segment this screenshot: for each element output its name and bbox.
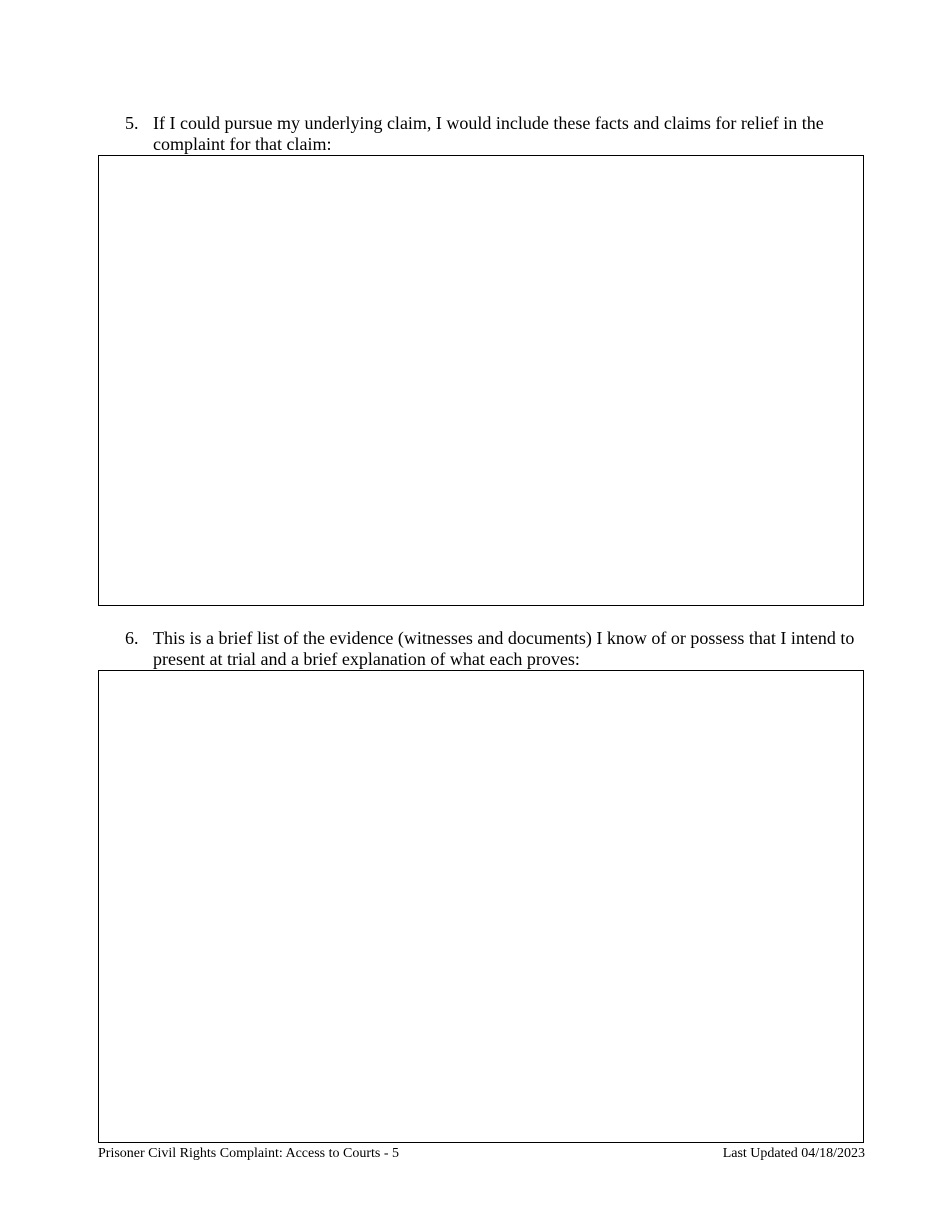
question-5 xyxy=(125,113,865,155)
question-6-number: 6. xyxy=(125,628,139,648)
footer-last-updated: Last Updated 04/18/2023 xyxy=(722,1146,865,1161)
answer-box-5[interactable] xyxy=(98,155,864,606)
question-6 xyxy=(125,628,865,670)
question-6-text: This is a brief list of the evidence (witnesses and documents) I know of or possess that I intend to present at trial and a brief explanation of what each proves: xyxy=(153,628,855,669)
footer-form-title: Prisoner Civil Rights Complaint: Access to Courts - 5 xyxy=(98,1146,399,1161)
answer-box-6[interactable] xyxy=(98,670,864,1143)
question-5-number: 5. xyxy=(125,113,139,133)
question-5-text: If I could pursue my underlying claim, I would include these facts and claims for relief in the complaint for that claim: xyxy=(153,113,824,154)
